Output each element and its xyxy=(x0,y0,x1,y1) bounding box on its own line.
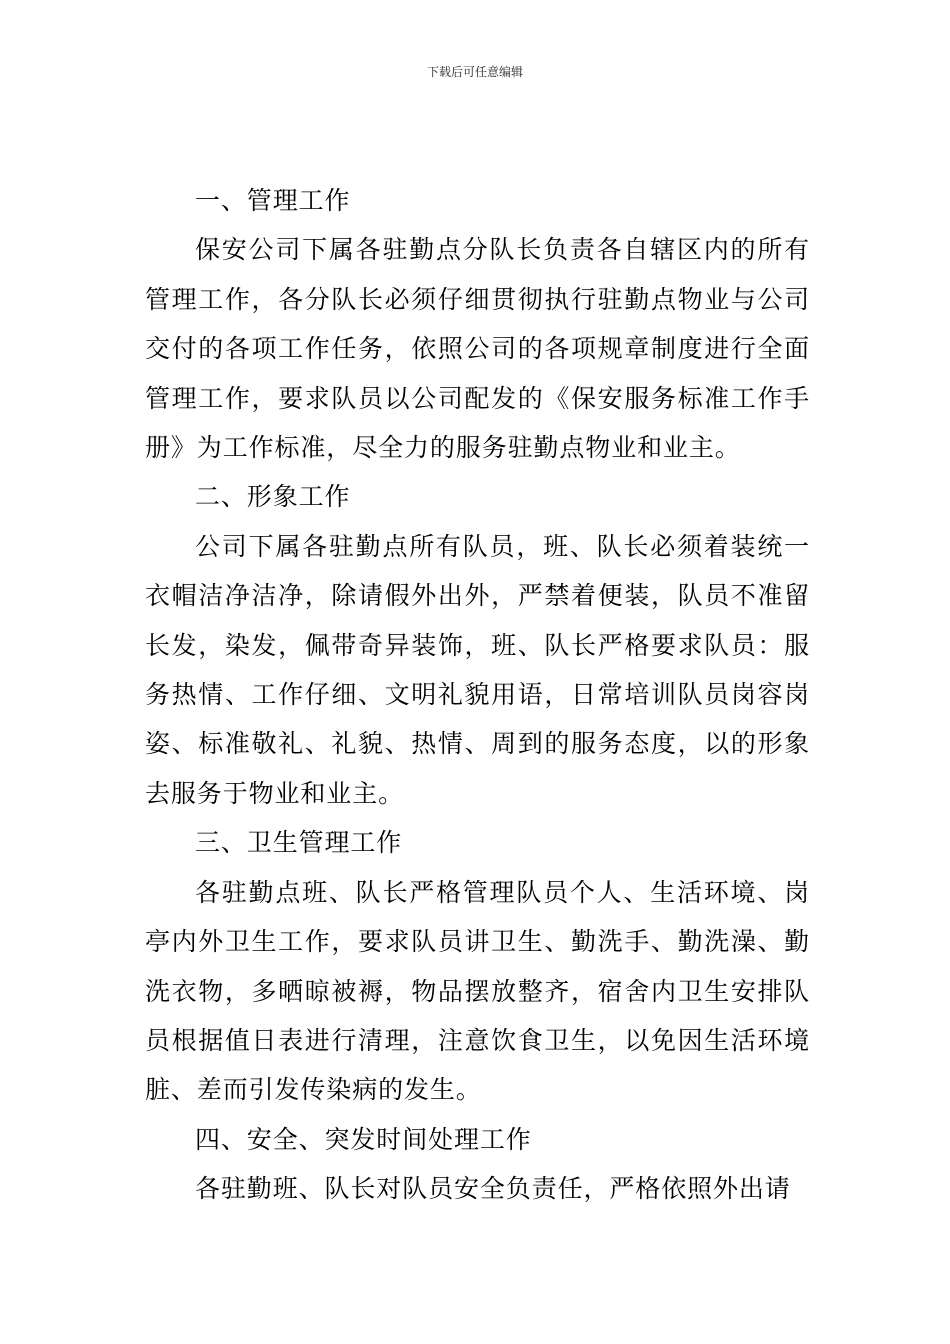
section-heading-safety: 四、安全、突发时间处理工作 xyxy=(195,1124,532,1154)
section-heading-image: 二、形象工作 xyxy=(195,482,351,512)
section-heading-hygiene: 三、卫生管理工作 xyxy=(195,828,403,858)
paragraph-image: 公司下属各驻勤点所有队员，班、队长必须着装统一衣帽洁净洁净，除请假外出外，严禁着便装，队员不准留长发，染发，佩带奇异装饰，班、队长严格要求队员：服务热情、工作仔细、文明礼貌用语，日常培训队员岗容岗姿、标准敬礼、礼貌、热情、周到的服务态度，以的形象去服务于物业和业主。 xyxy=(145,531,810,808)
section-heading-management: 一、管理工作 xyxy=(195,186,351,215)
paragraph-safety: 各驻勤班、队长对队员安全负责任，严格依照外出请 xyxy=(195,1174,791,1204)
page-header-note: 下载后可任意编辑 xyxy=(426,65,523,79)
paragraph-hygiene: 各驻勤点班、队长严格管理队员个人、生活环境、岗亭内外卫生工作，要求队员讲卫生、勤洗手、勤洗澡、勤洗衣物，多晒晾被褥，物品摆放整齐，宿舍内卫生安排队员根据值日表进行清理，注意饮食卫生，以免因生活环境脏、差而引发传染病的发生。 xyxy=(145,877,810,1105)
paragraph-management: 保安公司下属各驻勤点分队长负责各自辖区内的所有管理工作，各分队长必须仔细贯彻执行驻勤点物业与公司交付的各项工作任务，依照公司的各项规章制度进行全面管理工作，要求队员以公司配发的《保安服务标准工作手册》为工作标准，尽全力的服务驻勤点物业和业主。 xyxy=(145,235,810,463)
document-body xyxy=(145,176,810,1214)
